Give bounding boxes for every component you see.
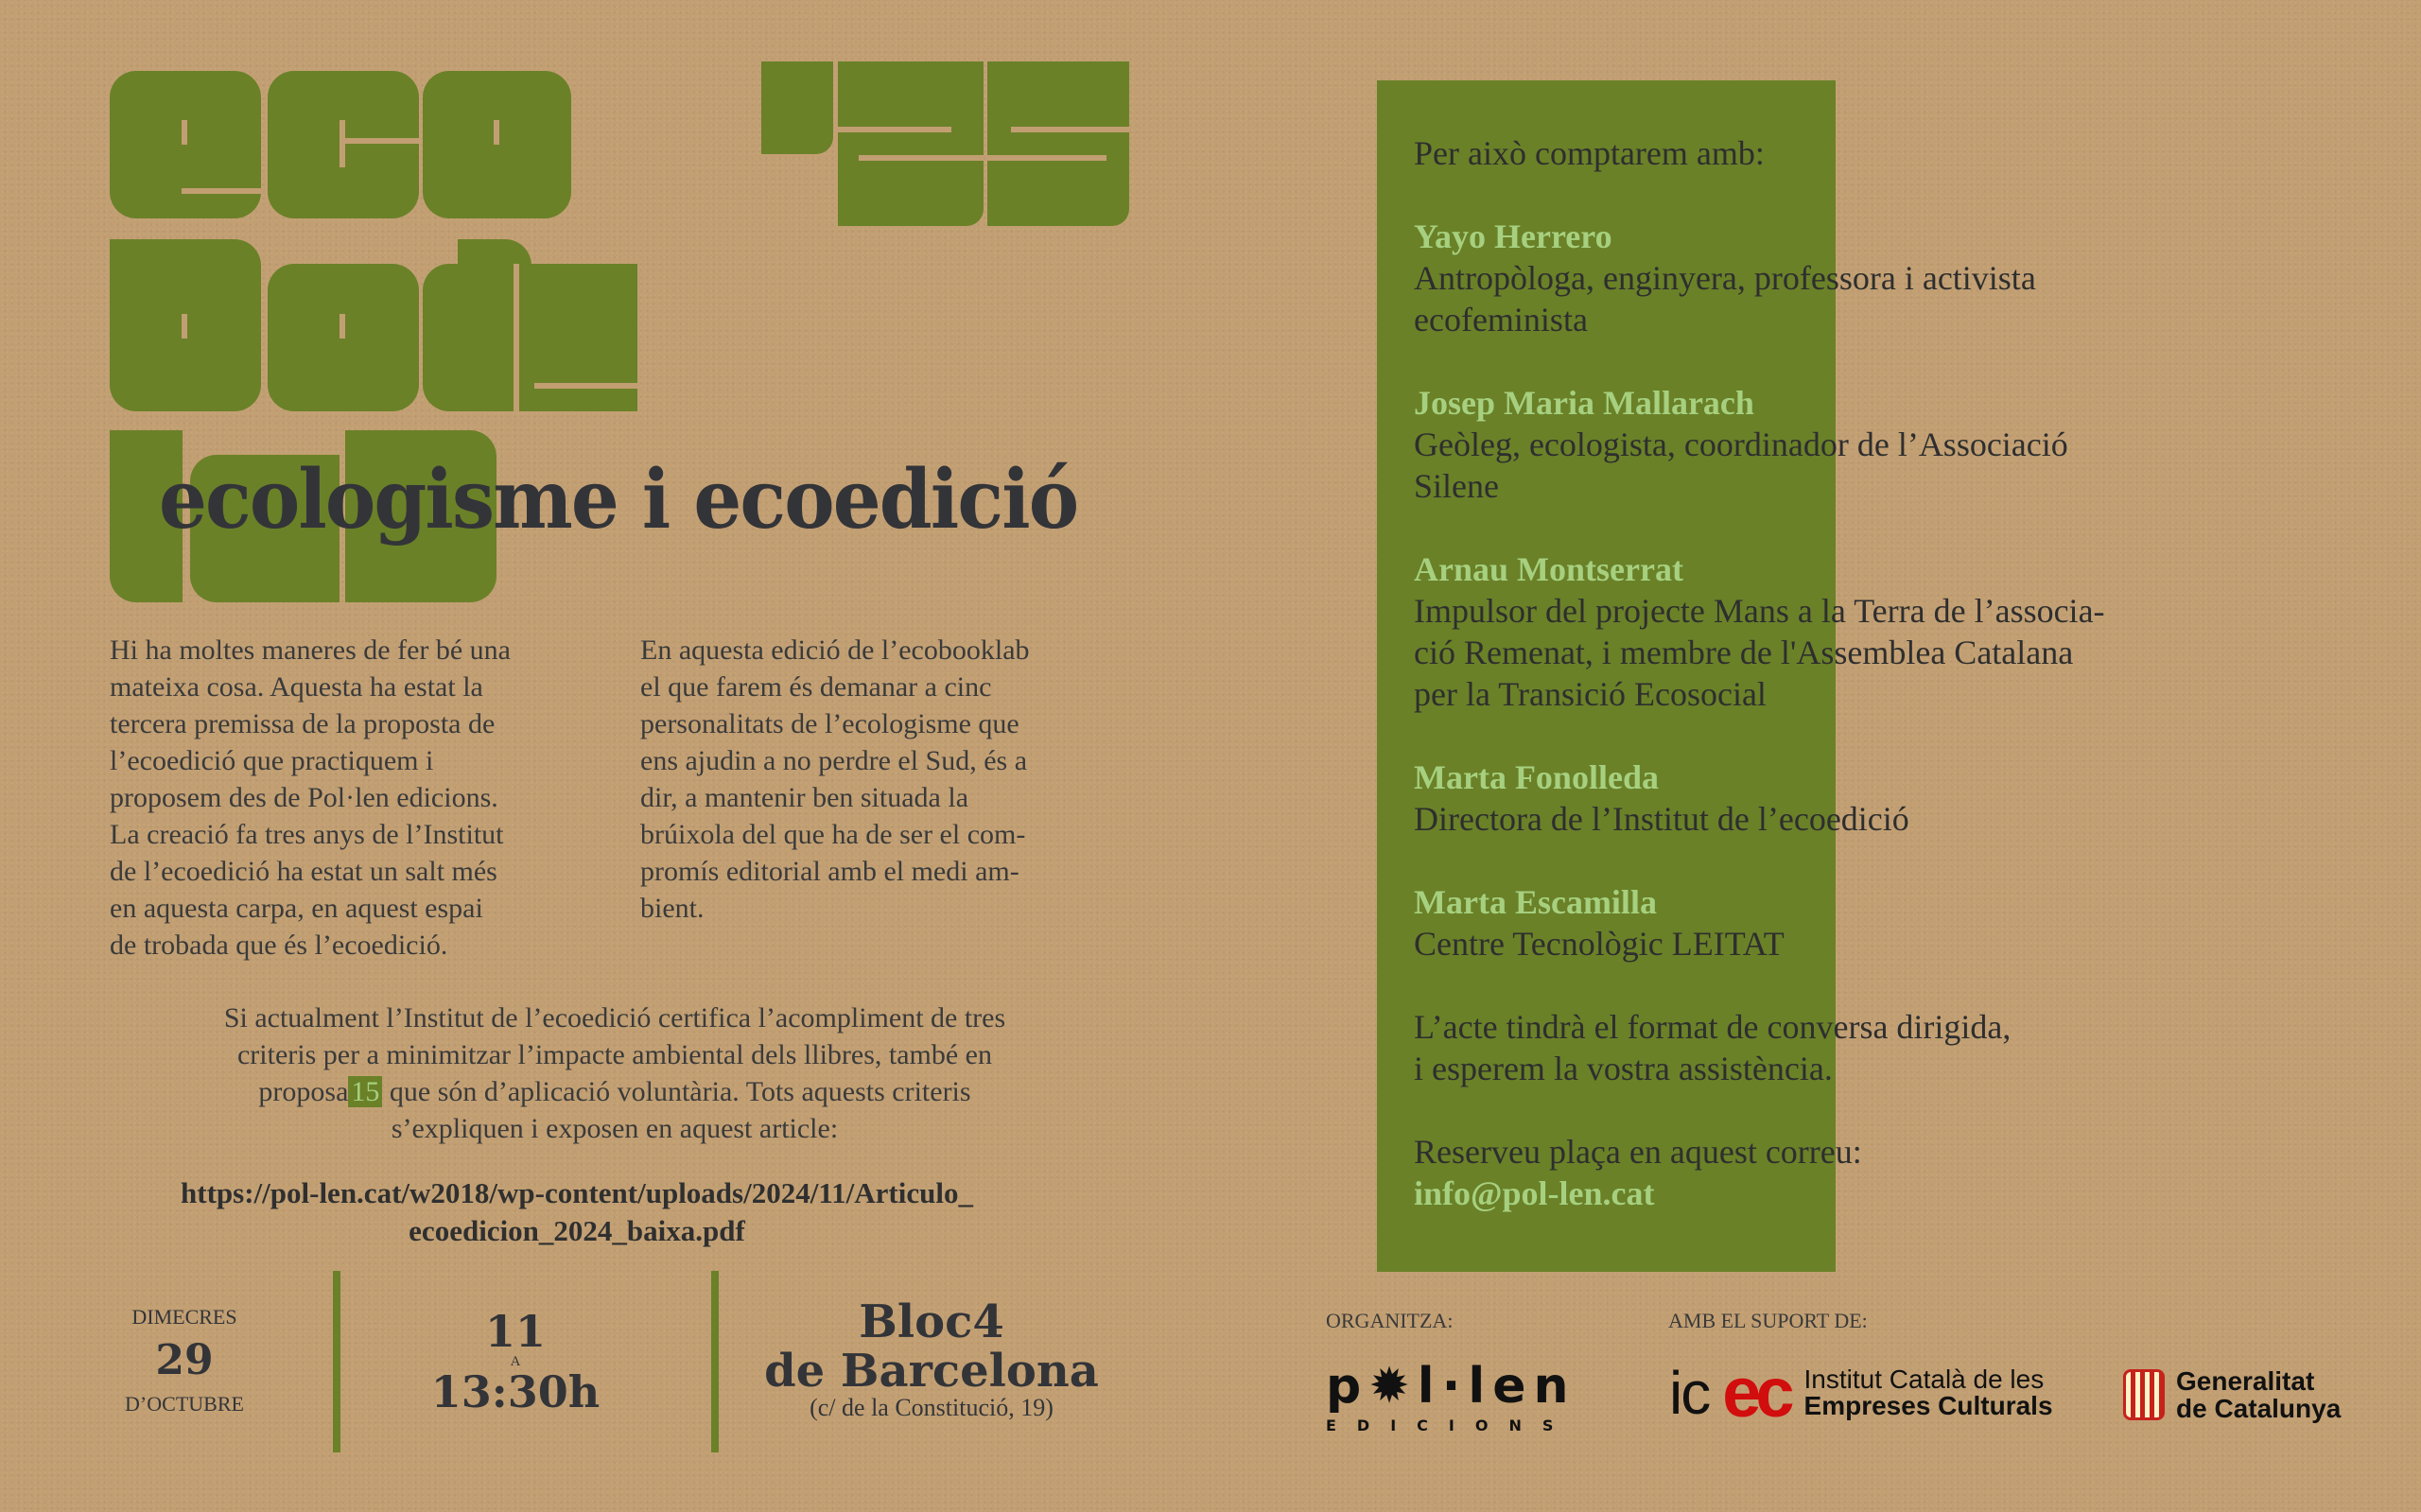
- generalitat-logo: Generalitat de Catalunya: [2123, 1367, 2341, 1422]
- support-label: AMB EL SUPORT DE:: [1668, 1309, 1868, 1332]
- venue-address: (c/ de la Constitució, 19): [810, 1394, 1054, 1421]
- organizer-label: ORGANITZA:: [1326, 1309, 1454, 1332]
- format-note: i esperem la vostra assistència.: [1414, 1050, 1833, 1087]
- speaker-desc: Antropòloga, enginyera, professora i activista: [1414, 259, 2036, 297]
- pollen-edicions-logo: p✹l·len EDICIONS: [1326, 1358, 1576, 1434]
- senyera-shield-icon: [2123, 1369, 2165, 1420]
- intro-left-column: Hi ha moltes maneres de fer bé una mateixa cosa. Aquesta ha estat la tercera premissa de la proposta de l’ecoedició que practiquem i proposem des de Pol·len edicions. La creació fa tres anys de l’Institut de l’ecoedició ha estat un salt més en aquesta carpa, en aquest espai de trobada que és l’ecoedició.: [110, 634, 511, 961]
- event-venue: Bloc4 de Barcelona (c/ de la Constitució, 19): [747, 1297, 1116, 1420]
- event-date: [113, 1305, 255, 1416]
- speaker-name: Josep Maria Mallarach: [1414, 384, 1754, 422]
- logo-digit-5: [987, 61, 1129, 226]
- reserve-label: Reserveu plaça en aquest correu:: [1414, 1133, 1862, 1171]
- logo-letter-e: [110, 71, 261, 218]
- format-note: L’acte tindrà el format de conversa dirigida,: [1414, 1008, 2012, 1046]
- speaker-name: Yayo Herrero: [1414, 217, 1612, 255]
- divider: [711, 1271, 719, 1452]
- speaker-name: Arnau Montserrat: [1414, 550, 1683, 588]
- event-start: 11: [484, 1306, 546, 1357]
- event-to: A: [510, 1354, 521, 1369]
- event-time: [378, 1308, 653, 1416]
- article-link[interactable]: https://pol-len.cat/w2018/wp-content/uploads/2024/11/Articulo_ ecoedicion_2024_baixa.pdf: [181, 1176, 973, 1247]
- event-day: 29: [155, 1336, 214, 1384]
- subtitle: ecologisme i ecoedició: [159, 452, 1078, 547]
- event-end: 13:30h: [430, 1366, 601, 1417]
- speaker-name: Marta Escamilla: [1414, 883, 1657, 921]
- intro-right-column: En aquesta edició de l’ecobooklab el que farem és demanar a cinc personalitats de l’ecologisme que ens ajudin a no perdre el Sud, és a dir, a mantenir ben situada la brúixola del que ha de ser el com- promís editorial amb el medi am- bient.: [640, 634, 1030, 924]
- event-weekday: DIMECRES: [131, 1305, 237, 1329]
- logo-digit-3: [838, 61, 984, 226]
- speaker-desc: Centre Tecnològic LEITAT: [1414, 925, 1785, 963]
- speaker-desc: Silene: [1414, 467, 1499, 505]
- event-month: D’OCTUBRE: [125, 1392, 244, 1416]
- divider: [333, 1271, 340, 1452]
- logo-apostrophe: [761, 61, 833, 154]
- speakers-intro: Per això comptarem amb:: [1414, 134, 1765, 172]
- speaker-desc: per la Transició Ecosocial: [1414, 675, 1767, 713]
- speaker-desc: ció Remenat, i membre de l'Assemblea Catalana: [1414, 634, 2074, 671]
- speaker-desc: Geòleg, ecologista, coordinador de l’Associació: [1414, 426, 2068, 463]
- speaker-desc: Impulsor del projecte Mans a la Terra de l’associa-: [1414, 592, 2105, 630]
- icec-ec-mark-icon: ec: [1722, 1353, 1789, 1432]
- criteria-count-badge: 15: [348, 1076, 382, 1107]
- speaker-desc: Directora de l’Institut de l’ecoedició: [1414, 800, 1909, 838]
- contact-email-link[interactable]: info@pol-len.cat: [1414, 1174, 1655, 1212]
- icec-logo: ic ec Institut Català de les Empreses Culturals: [1669, 1353, 2053, 1432]
- speaker-name: Marta Fonolleda: [1414, 758, 1659, 796]
- speakers-panel: [1414, 132, 2360, 1214]
- logo-letter-o: [423, 71, 571, 218]
- speaker-desc: ecofeminista: [1414, 301, 1588, 339]
- criteria-paragraph: Si actualment l’Institut de l’ecoedició certifica l’acompliment de tres criteris per a minimitzar l’impacte ambiental dels llibres, també en proposa 15 que són d’aplicació voluntària. Tots aquests criteris s’expliquen i exposen en aquest article:: [223, 1002, 1006, 1144]
